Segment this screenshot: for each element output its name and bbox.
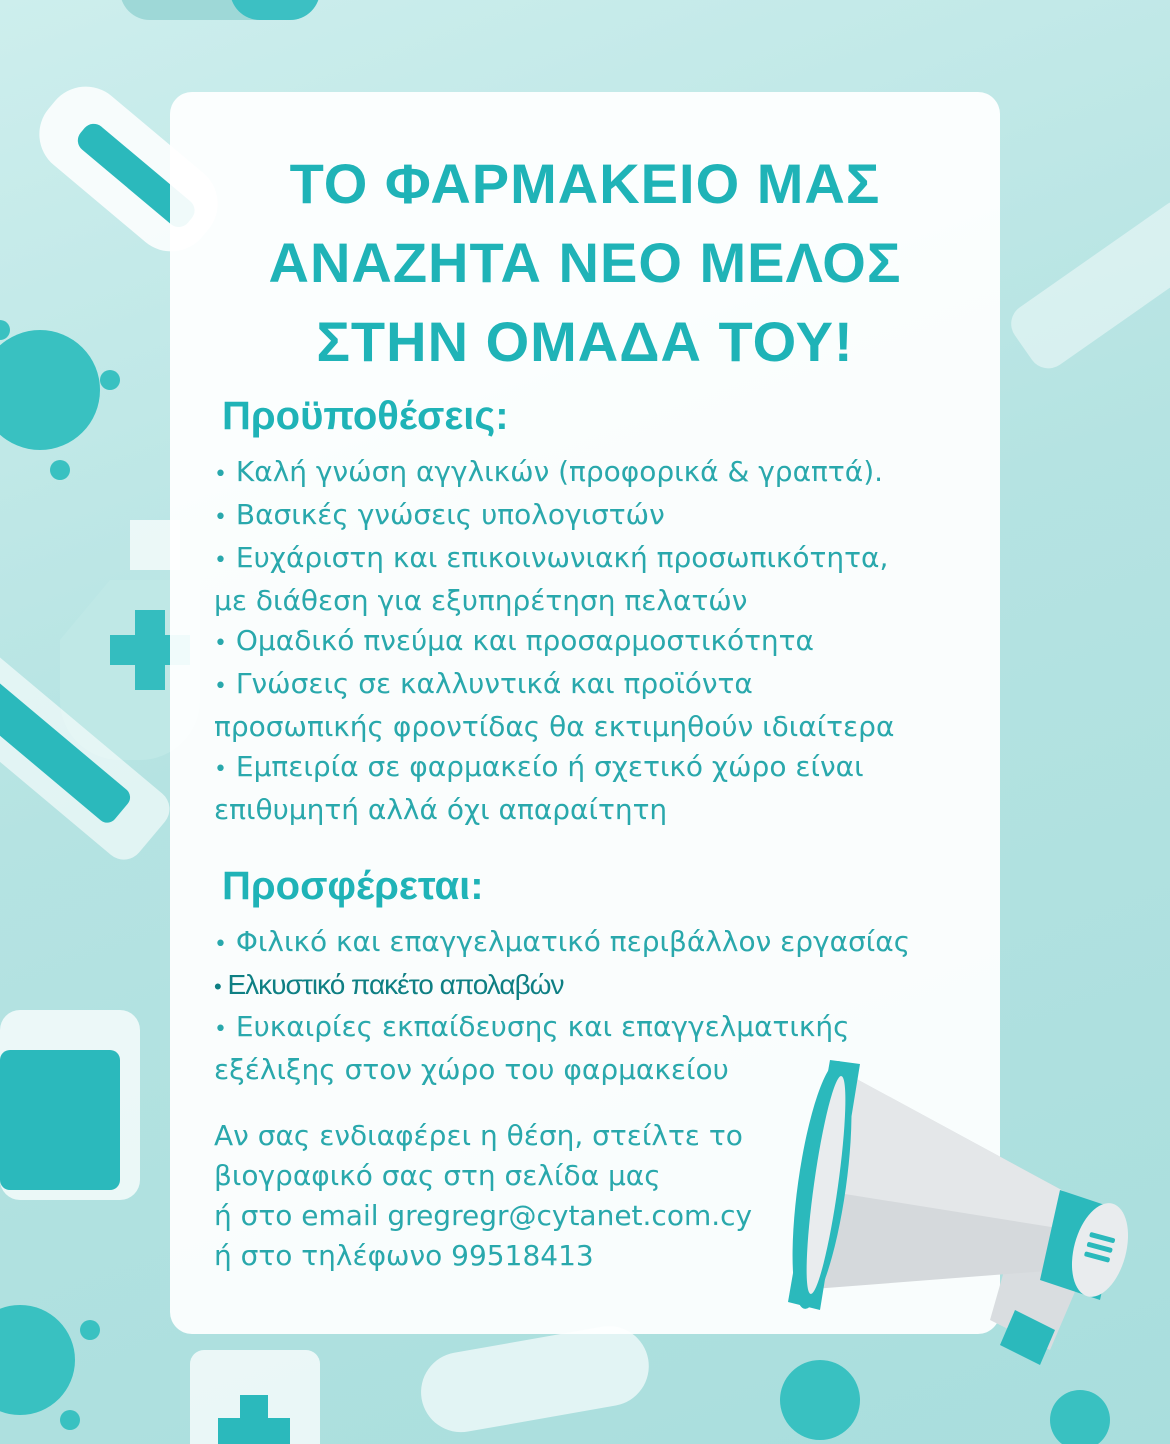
- list-item: [214, 452, 994, 495]
- page-title: [170, 144, 1000, 381]
- bullet: •: [214, 674, 227, 699]
- list-item-text: Ομαδικό πνεύμα και προσαρμοστικότητα: [235, 624, 814, 657]
- bullet: •: [214, 974, 221, 999]
- list-item-text: Ευκαιρίες εκπαίδευσης και επαγγελματικής: [235, 1010, 850, 1043]
- megaphone-icon: [760, 1040, 1170, 1400]
- virus-icon: [0, 1305, 100, 1430]
- medicine-box-icon: [190, 1350, 320, 1444]
- list-item: [214, 664, 994, 707]
- list-item: [214, 922, 994, 965]
- list-item-continuation: προσωπικής φροντίδας θα εκτιμηθούν ιδιαίτερα: [214, 710, 895, 743]
- bullet: •: [214, 932, 227, 957]
- requirements-list: [214, 452, 994, 830]
- list-item-text: Βασικές γνώσεις υπολογιστών: [235, 498, 665, 531]
- contact-line: βιογραφικό σας στη σελίδα μας: [214, 1159, 661, 1192]
- list-item: [214, 621, 994, 664]
- contact-email: ή στο email gregregr@cytanet.com.cy: [214, 1199, 753, 1232]
- list-item: [214, 747, 994, 790]
- title-line: ΤΟ ΦΑΡΜΑΚΕΙΟ ΜΑΣ: [289, 152, 881, 215]
- list-item-text: Ευχάριστη και επικοινωνιακή προσωπικότητα,: [235, 541, 889, 574]
- pill-capsule-icon: [415, 1320, 655, 1439]
- list-item-text: Εμπειρία σε φαρμακείο ή σχετικό χώρο είναι: [235, 750, 864, 783]
- list-item: [214, 538, 994, 581]
- list-item-continuation: με διάθεση για εξυπηρέτηση πελατών: [214, 584, 748, 617]
- list-item-continuation: επιθυμητή αλλά όχι απαραίτητη: [214, 793, 668, 826]
- offers-heading: Προσφέρεται:: [222, 864, 484, 908]
- list-item: [214, 495, 994, 538]
- bullet: •: [214, 631, 227, 656]
- syringe-icon: [1003, 193, 1170, 377]
- list-item-text: Φιλικό και επαγγελματικό περιβάλλον εργασίας: [235, 925, 911, 958]
- virus-icon: [0, 320, 120, 480]
- bullet: •: [214, 757, 227, 782]
- list-item-text: Ελκυστικό πακέτο απολαβών: [227, 969, 564, 1000]
- list-item-text: Γνώσεις σε καλλυντικά και προϊόντα: [235, 667, 753, 700]
- pill-capsule-icon: [120, 0, 320, 20]
- requirements-heading: Προϋποθέσεις:: [222, 394, 509, 438]
- bullet: •: [214, 505, 227, 530]
- contact-info: [214, 1116, 834, 1276]
- list-item-continuation: εξέλιξης στον χώρο του φαρμακείου: [214, 1053, 729, 1086]
- title-line: ΑΝΑΖΗΤΑ ΝΕΟ ΜΕΛΟΣ: [268, 231, 902, 294]
- bullet: •: [214, 548, 227, 573]
- title-line: ΣΤΗΝ ΟΜΑΔΑ ΤΟΥ!: [316, 310, 854, 373]
- list-item-text: Καλή γνώση αγγλικών (προφορικά & γραπτά).: [235, 455, 884, 488]
- medicine-cup-icon: [0, 1010, 140, 1200]
- contact-line: Αν σας ενδιαφέρει η θέση, στείλτε το: [214, 1119, 743, 1152]
- contact-phone: ή στο τηλέφωνο 99518413: [214, 1239, 594, 1272]
- bullet: •: [214, 1017, 227, 1042]
- list-item: [214, 965, 994, 1007]
- bullet: •: [214, 462, 227, 487]
